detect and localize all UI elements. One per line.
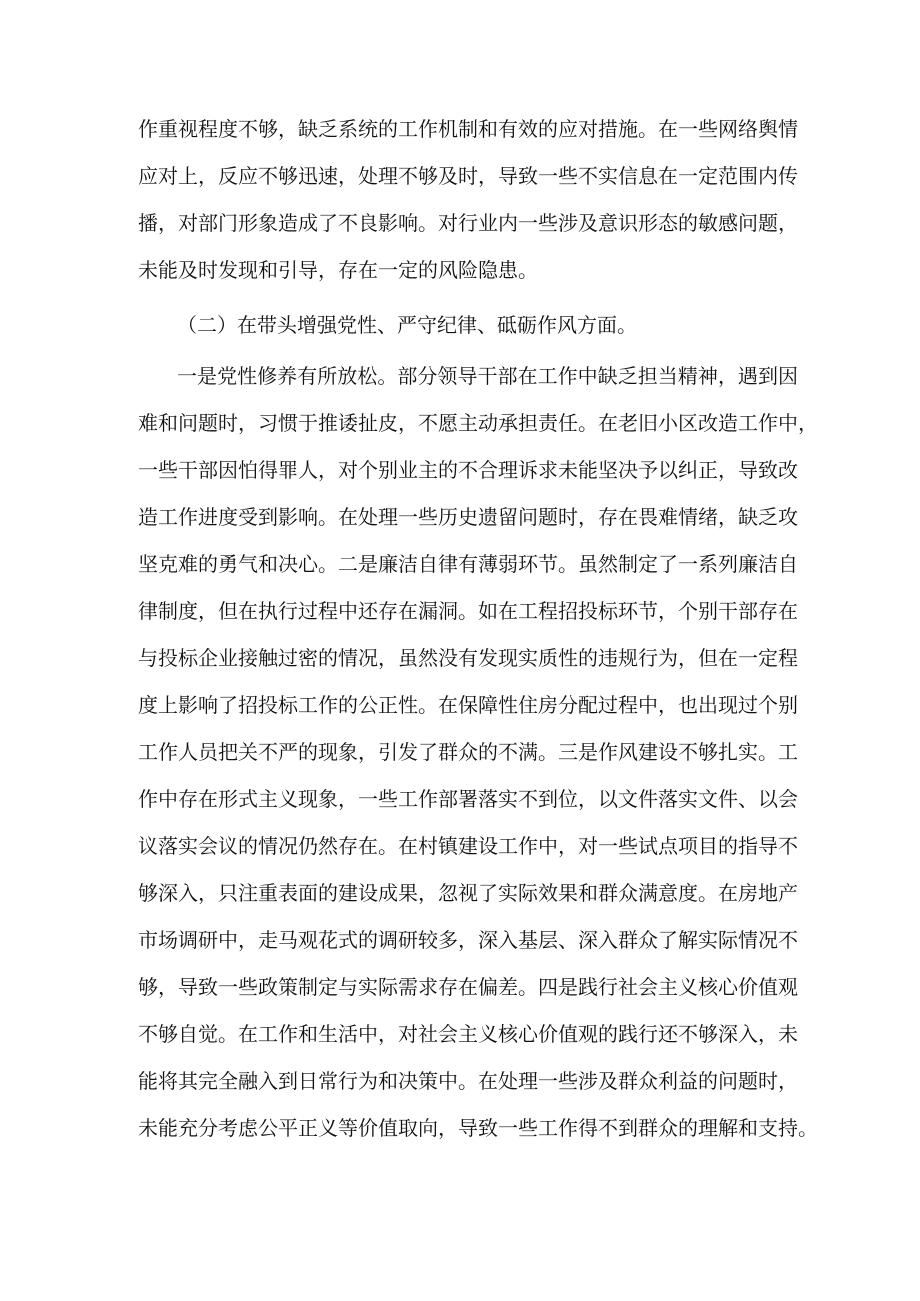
body-text-line: 工作人员把关不严的现象，引发了群众的不满。三是作风建设不够扎实。工 [138,740,798,764]
body-text-line: 难和问题时，习惯于推诿扯皮，不愿主动承担责任。在老旧小区改造工作中， [138,411,818,435]
body-text-line: 与投标企业接触过密的情况，虽然没有发现实质性的违规行为，但在一定程 [138,646,798,670]
body-text-line: 未能充分考虑公平正义等价值取向，导致一些工作得不到群众的理解和支持。 [138,1116,818,1140]
body-text-line: 应对上，反应不够迅速，处理不够及时，导致一些不实信息在一定范围内传 [138,164,798,188]
body-text-line: 一是党性修养有所放松。部分领导干部在工作中缺乏担当精神，遇到因 [177,364,798,388]
body-text-line: 造工作进度受到影响。在处理一些历史遗留问题时，存在畏难情绪，缺乏攻 [138,505,798,529]
body-text-line: 够，导致一些政策制定与实际需求存在偏差。四是践行社会主义核心价值观 [138,975,798,999]
body-text-line: 够深入，只注重表面的建设成果，忽视了实际效果和群众满意度。在房地产 [138,881,798,905]
body-text-line: 不够自觉。在工作和生活中，对社会主义核心价值观的践行还不够深入，未 [138,1022,798,1046]
body-text-line: 能将其完全融入到日常行为和决策中。在处理一些涉及群众利益的问题时， [138,1069,798,1093]
body-text-line: 作中存在形式主义现象，一些工作部署落实不到位，以文件落实文件、以会 [138,787,798,811]
body-text-line: 议落实会议的情况仍然存在。在村镇建设工作中，对一些试点项目的指导不 [138,834,798,858]
body-text-line: 一些干部因怕得罪人，对个别业主的不合理诉求未能坚决予以纠正，导致改 [138,458,798,482]
body-text-line: 播，对部门形象造成了不良影响。对行业内一些涉及意识形态的敏感问题， [138,211,798,235]
body-text-line: 作重视程度不够，缺乏系统的工作机制和有效的应对措施。在一些网络舆情 [138,117,798,141]
section-heading: （二）在带头增强党性、严守纪律、砥砺作风方面。 [177,313,637,337]
body-text-line: 市场调研中，走马观花式的调研较多，深入基层、深入群众了解实际情况不 [138,928,798,952]
body-text-line: 坚克难的勇气和决心。二是廉洁自律有薄弱环节。虽然制定了一系列廉洁自 [138,552,798,576]
body-text-line: 律制度，但在执行过程中还存在漏洞。如在工程招投标环节，个别干部存在 [138,599,798,623]
body-text-line: 度上影响了招投标工作的公正性。在保障性住房分配过程中，也出现过个别 [138,693,798,717]
body-text-line: 未能及时发现和引导，存在一定的风险隐患。 [138,258,538,282]
